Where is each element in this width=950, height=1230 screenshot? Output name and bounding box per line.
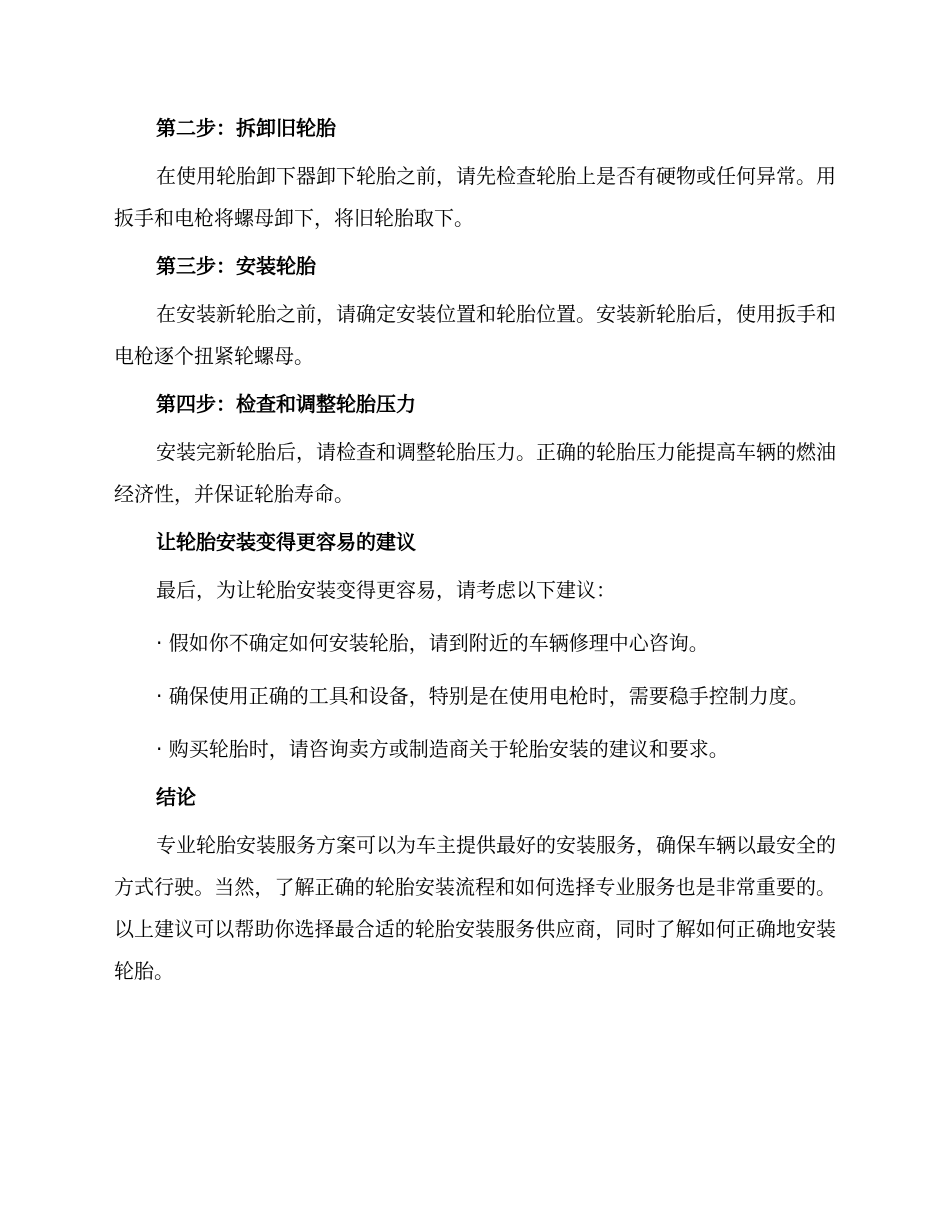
tips-list-item: · 确保使用正确的工具和设备，特别是在使用电枪时，需要稳手控制力度。 [156, 684, 809, 708]
step3-heading: 第三步：安装轮胎 [156, 254, 316, 278]
step2-paragraph: 在使用轮胎卸下器卸下轮胎之前，请先检查轮胎上是否有硬物或任何异常。用扳手和电枪将螺母卸下，将旧轮胎取下。 [114, 164, 836, 230]
step4-heading: 第四步：检查和调整轮胎压力 [156, 392, 416, 416]
document-page [114, 110, 836, 992]
step4-paragraph: 安装完新轮胎后，请检查和调整轮胎压力。正确的轮胎压力能提高车辆的燃油经济性，并保证轮胎寿命。 [114, 440, 836, 506]
conclusion-paragraph: 专业轮胎安装服务方案可以为车主提供最好的安装服务，确保车辆以最安全的方式行驶。当然，了解正确的轮胎安装流程和如何选择专业服务也是非常重要的。以上建议可以帮助你选择最合适的轮胎安装服务供应商，同时了解如何正确地安装轮胎。 [114, 833, 836, 983]
tips-heading: 让轮胎安装变得更容易的建议 [156, 530, 416, 554]
tips-list-item: · 购买轮胎时，请咨询卖方或制造商关于轮胎安装的建议和要求。 [156, 737, 729, 761]
step3-paragraph: 在安装新轮胎之前，请确定安装位置和轮胎位置。安装新轮胎后，使用扳手和电枪逐个扭紧轮螺母。 [114, 302, 836, 368]
step2-heading: 第二步：拆卸旧轮胎 [156, 116, 336, 140]
tips-intro: 最后，为让轮胎安装变得更容易，请考虑以下建议： [156, 578, 616, 602]
tips-list-item: · 假如你不确定如何安装轮胎，请到附近的车辆修理中心咨询。 [156, 631, 709, 655]
conclusion-heading: 结论 [156, 785, 196, 809]
